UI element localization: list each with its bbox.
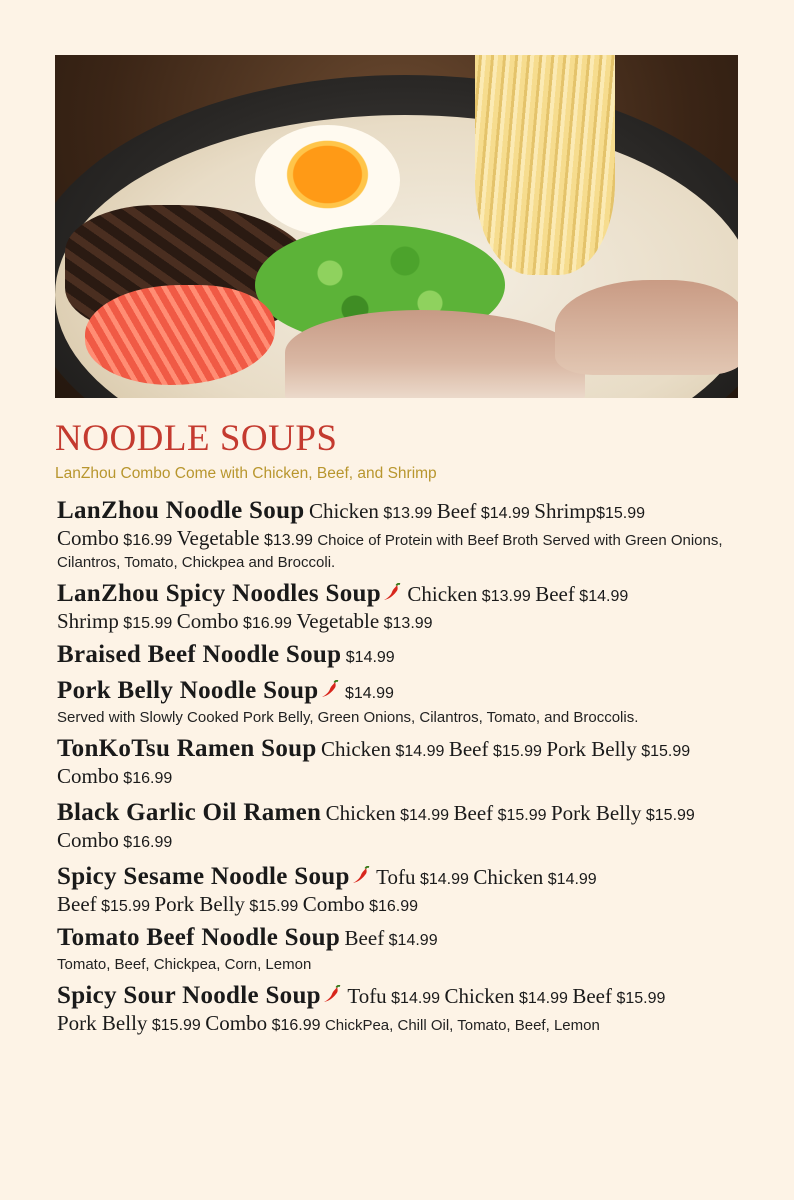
option-price: $13.99: [383, 615, 433, 632]
option-price: $15.99: [151, 1017, 201, 1034]
option-label: Pork Belly: [551, 801, 642, 825]
menu-item: [57, 735, 757, 790]
option-price: $14.99: [480, 505, 530, 522]
menu-item: [57, 497, 757, 574]
option-price: $14.99: [395, 743, 445, 760]
option-label: Chicken: [444, 984, 515, 1008]
item-name: LanZhou Spicy Noodles Soup: [57, 580, 381, 607]
option-label: Beef: [535, 582, 575, 606]
menu-item: [57, 641, 757, 671]
option-label: Combo: [57, 764, 119, 788]
option-label: Beef: [572, 984, 613, 1008]
chili-pepper-icon: [321, 985, 343, 1005]
option-price: $14.99: [547, 871, 597, 888]
option-label: Chicken: [473, 865, 544, 889]
option-label: Shrimp: [57, 609, 119, 633]
option-price: $16.99: [123, 770, 173, 787]
option-label: Tofu: [376, 865, 416, 889]
item-name: Braised Beef Noodle Soup: [57, 641, 342, 668]
option-price: $13.99: [383, 505, 433, 522]
item-price: $14.99: [344, 685, 394, 702]
menu-item: [57, 924, 757, 976]
option-price: $14.99: [518, 990, 568, 1007]
option-price: $15.99: [497, 807, 547, 824]
option-label: Tofu: [347, 984, 387, 1008]
chili-pepper-icon: [381, 583, 403, 603]
hero-photo-ramen-bowl: [55, 55, 738, 398]
option-label: Chicken: [308, 499, 379, 523]
option-price: $15.99: [645, 807, 695, 824]
option-price: $16.99: [123, 532, 173, 549]
option-label: Beef: [448, 737, 489, 761]
item-name: Black Garlic Oil Ramen: [57, 799, 322, 826]
item-price: $14.99: [345, 649, 395, 666]
menu-item: [57, 677, 757, 729]
option-price: $14.99: [391, 990, 441, 1007]
menu-list: [57, 497, 757, 1043]
option-label: Pork Belly: [154, 892, 245, 916]
section-subtitle: LanZhou Combo Come with Chicken, Beef, and Shrimp: [55, 465, 437, 482]
menu-item: [57, 799, 757, 854]
option-price: $16.99: [123, 834, 173, 851]
item-name: Pork Belly Noodle Soup: [57, 677, 319, 704]
item-description: Served with Slowly Cooked Pork Belly, Green Onions, Cilantros, Tomato, and Broccolis.: [57, 709, 639, 726]
item-description: Tomato, Beef, Chickpea, Corn, Lemon: [57, 956, 312, 973]
option-price: $15.99: [492, 743, 542, 760]
option-label: Combo: [57, 828, 119, 852]
menu-item: [57, 982, 757, 1037]
option-label: Pork Belly: [57, 1011, 148, 1035]
option-price: $13.99: [263, 532, 313, 549]
option-label: Chicken: [407, 582, 478, 606]
option-label: Beef: [436, 499, 477, 523]
option-label: Vegetable: [176, 526, 260, 550]
option-price: $15.99: [249, 898, 299, 915]
option-price: $13.99: [481, 588, 531, 605]
item-name: Spicy Sour Noodle Soup: [57, 982, 321, 1009]
option-label: Beef: [57, 892, 97, 916]
option-label: Vegetable: [296, 609, 380, 633]
option-price: $15.99: [596, 505, 646, 522]
option-label: Combo: [205, 1011, 268, 1035]
item-description: Choice of Protein with Beef Broth Served with Green Onions, Cilantros, Tomato, Chickpea and Broccoli.: [57, 532, 723, 571]
item-name: Spicy Sesame Noodle Soup: [57, 863, 350, 890]
item-name: TonKoTsu Ramen Soup: [57, 735, 317, 762]
menu-item: [57, 580, 757, 635]
option-label: Combo: [57, 526, 119, 550]
option-price: $15.99: [616, 990, 666, 1007]
option-price: $15.99: [123, 615, 173, 632]
item-name: LanZhou Noodle Soup: [57, 497, 305, 524]
option-label: Pork Belly: [546, 737, 637, 761]
section-title: NOODLE SOUPS: [55, 418, 338, 459]
option-label: Beef: [344, 926, 385, 950]
option-price: $14.99: [400, 807, 450, 824]
option-label: Beef: [453, 801, 494, 825]
option-price: $14.99: [579, 588, 629, 605]
option-label: Chicken: [321, 737, 391, 761]
option-price: $15.99: [641, 743, 691, 760]
menu-item: [57, 863, 757, 918]
option-price: $14.99: [388, 932, 438, 949]
chili-pepper-icon: [350, 866, 372, 886]
option-label: Combo: [176, 609, 239, 633]
option-price: $14.99: [419, 871, 469, 888]
option-price: $16.99: [369, 898, 418, 915]
option-label: Chicken: [325, 801, 396, 825]
option-price: $16.99: [242, 615, 292, 632]
option-label: Combo: [302, 892, 365, 916]
option-price: $15.99: [101, 898, 151, 915]
chili-pepper-icon: [319, 680, 341, 700]
item-name: Tomato Beef Noodle Soup: [57, 924, 341, 951]
item-description: ChickPea, Chill Oil, Tomato, Beef, Lemon: [324, 1017, 600, 1034]
option-label: Shrimp: [534, 499, 597, 523]
option-price: $16.99: [271, 1017, 321, 1034]
